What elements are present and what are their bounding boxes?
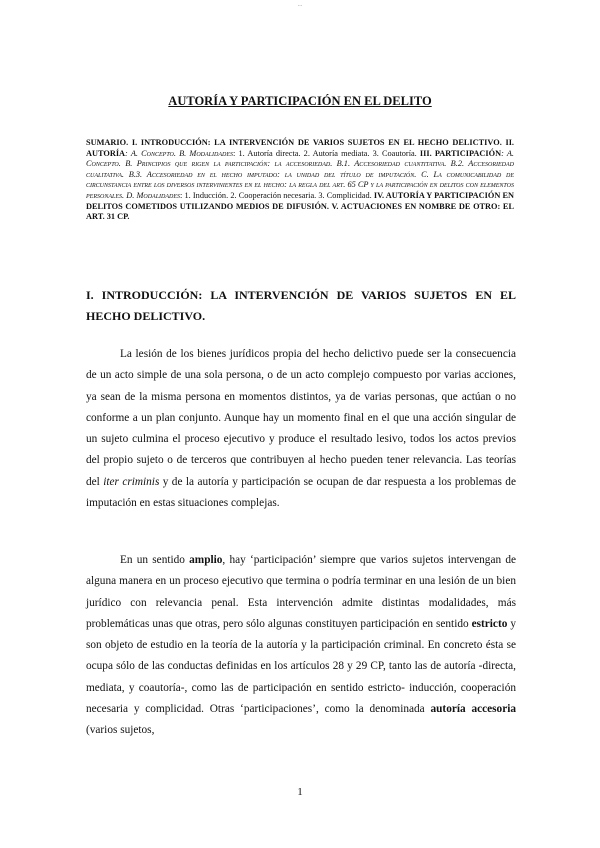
page-number: 1 [297,786,303,798]
paragraph-2-text-c: , hay ‘participación’ siempre que varios sujetos intervengan de alguna manera en un proceso ejecutivo que termina o podría terminar en una lesión de un bien jurídico con relevancia penal. Esta intervención admite distintas modalidades, más problemáticas unas que otras, pero sólo algunas constituyen participación en sentido [86,554,516,630]
summary-block [86,138,514,223]
term-estricto: estricto [471,617,508,630]
paragraph-1-text-c: y de la autoría y participación se ocupan de dar respuesta a los problemas de imputación en estas situaciones complejas. [86,475,516,510]
paragraph-2-text-a: En un sentido [120,554,190,566]
summary-participacion-modalities: : 1. Inducción. 2. Cooperación necesaria. 3. Complicidad. [180,190,374,200]
summary-participacion-topics: : A. Concepto. B. Principios que rigen la participación: la accesoriedad. B.1. Accesoriedad cuantitativa. B.2. Accesoriedad cualitativa. B.3. Accesoriedad en el hecho imputado: la unidad del título de imputación. C. La comunicabilidad de circunstancia entre los diversos intervinientes en el hecho: la regla del art. 65 CP y la participación en delitos con elementos personales. D. Modalidades [86,148,514,200]
summary-participacion-heading: III. PARTICIPACIÓN [419,148,502,158]
summary-final-sections: IV. AUTORÍA Y PARTICIPACIÓN EN DELITOS COMETIDOS UTILIZANDO MEDIOS DE DIFUSIÓN. V. ACTUACIONES EN NOMBRE DE OTRO: EL ART. 31 CP. [86,190,515,222]
paragraph-1-text-a: La lesión de los bienes jurídicos propia del hecho delictivo puede ser la consecuencia de un acto simple de una sola persona, o de un acto complejo compuesto por varias acciones, ya sean de la misma persona en momentos distintos, ya de varias personas, que actúan o no conforme a un plan conjunto. Aunque hay un momento final en el que una acción singular de un sujeto culmina el proceso ejecutivo y produce el resultado lesivo, todos los actos previos del propio sujeto o de terceros que contribuyen al hecho pueden tener relevancia. Las teorías del [86,348,516,488]
paragraph-2-text-e: y son objeto de estudio en la teoría de la autoría y la participación criminal. En concreto ésta se ocupa sólo de las conductas definidas en los artículos 28 y 29 CP, tanto las de autoría -directa, mediata, y coautoría-, como las de participación en sentido estricto- inducción, cooperación necesaria y complicidad. Otras ‘participaciones’, como la denominada [86,617,516,716]
iter-criminis-term: iter criminis [103,475,160,488]
summary-autoria-modalities: : 1. Autoría directa. 2. Autoría mediata. 3. Coautoría. [232,148,420,158]
summary-autoria-topics: : A. Concepto. B. Modalidades [125,148,233,158]
term-autoria-accesoria: autoría accesoria [430,703,516,716]
paragraph-2 [86,550,516,742]
section-heading: I. INTRODUCCIÓN: LA INTERVENCIÓN DE VARIOS SUJETOS EN EL HECHO DELICTIVO. [86,288,516,323]
top-mark: ... [297,2,303,8]
paragraph-2-text-g: (varios sujetos, [86,724,155,737]
summary-heading: SUMARIO. I. INTRODUCCIÓN: LA INTERVENCIÓN DE VARIOS SUJETOS EN EL HECHO DELICTIVO. II. AUTORÍA [86,138,514,158]
term-amplio: amplio [189,554,223,566]
document-title: AUTORÍA Y PARTICIPACIÓN EN EL DELITO [168,94,432,108]
paragraph-1 [86,344,516,514]
